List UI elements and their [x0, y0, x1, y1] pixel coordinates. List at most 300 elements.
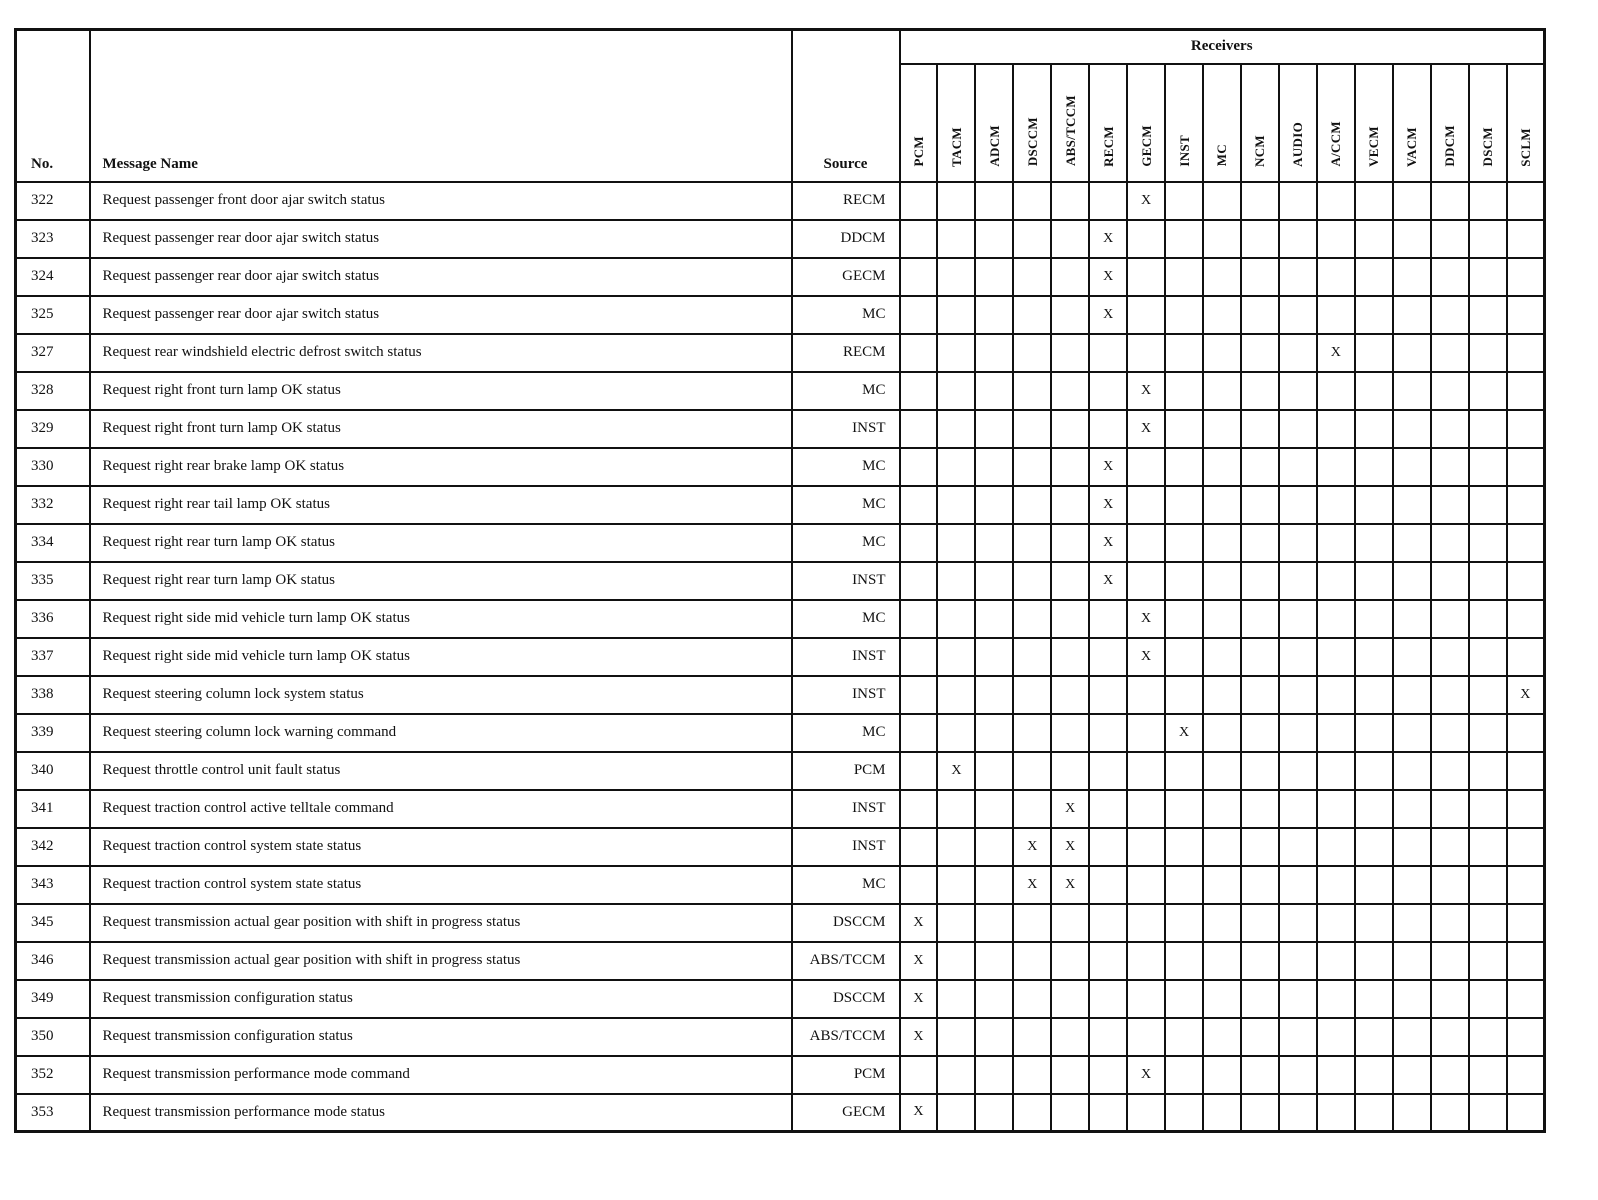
receiver-empty-cell-vecm — [1355, 752, 1393, 790]
receiver-empty-cell-pcm — [900, 828, 938, 866]
receiver-empty-cell-ddcm — [1431, 942, 1469, 980]
message-name: Request right rear turn lamp OK status — [90, 562, 792, 600]
receiver-empty-cell-a-ccm — [1317, 752, 1355, 790]
receiver-empty-cell-tacm — [937, 1056, 975, 1094]
receiver-empty-cell-ddcm — [1431, 1018, 1469, 1056]
receiver-empty-cell-audio — [1279, 676, 1317, 714]
receiver-empty-cell-vecm — [1355, 866, 1393, 904]
receiver-empty-cell-gecm — [1127, 296, 1165, 334]
receiver-empty-cell-sclm — [1507, 828, 1545, 866]
receiver-empty-cell-ddcm — [1431, 866, 1469, 904]
receiver-empty-cell-recm — [1089, 904, 1127, 942]
message-source: GECM — [792, 1094, 900, 1132]
receiver-empty-cell-recm — [1089, 828, 1127, 866]
receiver-empty-cell-tacm — [937, 220, 975, 258]
receiver-empty-cell-abs-tccm — [1051, 258, 1089, 296]
receiver-empty-cell-dscm — [1469, 258, 1507, 296]
receiver-empty-cell-vacm — [1393, 448, 1431, 486]
receiver-empty-cell-adcm — [975, 334, 1013, 372]
receiver-empty-cell-inst — [1165, 296, 1203, 334]
receiver-empty-cell-sclm — [1507, 372, 1545, 410]
receiver-empty-cell-mc — [1203, 296, 1241, 334]
receiver-column-header-sclm — [1507, 64, 1545, 182]
receiver-empty-cell-abs-tccm — [1051, 600, 1089, 638]
message-source: INST — [792, 828, 900, 866]
receiver-empty-cell-vacm — [1393, 828, 1431, 866]
receiver-empty-cell-ncm — [1241, 790, 1279, 828]
receiver-empty-cell-tacm — [937, 524, 975, 562]
receiver-empty-cell-gecm — [1127, 942, 1165, 980]
receiver-empty-cell-dscm — [1469, 448, 1507, 486]
receiver-empty-cell-vecm — [1355, 1018, 1393, 1056]
receiver-column-label: ADCM — [986, 124, 1002, 167]
receiver-empty-cell-sclm — [1507, 866, 1545, 904]
receiver-x-mark-cell-recm: X — [1089, 258, 1127, 296]
message-source: MC — [792, 448, 900, 486]
receiver-empty-cell-audio — [1279, 220, 1317, 258]
receiver-empty-cell-dscm — [1469, 790, 1507, 828]
receiver-empty-cell-dsccm — [1013, 676, 1051, 714]
receiver-empty-cell-gecm — [1127, 828, 1165, 866]
receiver-empty-cell-pcm — [900, 334, 938, 372]
receiver-empty-cell-vecm — [1355, 790, 1393, 828]
receiver-empty-cell-adcm — [975, 296, 1013, 334]
receiver-empty-cell-pcm — [900, 638, 938, 676]
receiver-empty-cell-a-ccm — [1317, 1056, 1355, 1094]
receiver-empty-cell-mc — [1203, 258, 1241, 296]
receiver-empty-cell-mc — [1203, 904, 1241, 942]
receiver-empty-cell-mc — [1203, 980, 1241, 1018]
receiver-empty-cell-vacm — [1393, 486, 1431, 524]
receiver-empty-cell-mc — [1203, 828, 1241, 866]
table-row-322 — [16, 182, 1545, 220]
receiver-empty-cell-recm — [1089, 1056, 1127, 1094]
receiver-empty-cell-pcm — [900, 714, 938, 752]
receiver-empty-cell-a-ccm — [1317, 486, 1355, 524]
receiver-empty-cell-abs-tccm — [1051, 182, 1089, 220]
table-row-340 — [16, 752, 1545, 790]
receiver-empty-cell-vacm — [1393, 600, 1431, 638]
receiver-empty-cell-gecm — [1127, 676, 1165, 714]
receiver-column-header-adcm — [975, 64, 1013, 182]
receiver-empty-cell-dsccm — [1013, 942, 1051, 980]
receiver-empty-cell-vacm — [1393, 866, 1431, 904]
receiver-empty-cell-recm — [1089, 372, 1127, 410]
receiver-column-header-dscm — [1469, 64, 1507, 182]
message-source: MC — [792, 524, 900, 562]
receiver-empty-cell-dscm — [1469, 828, 1507, 866]
receiver-empty-cell-vecm — [1355, 486, 1393, 524]
receiver-empty-cell-vecm — [1355, 182, 1393, 220]
receiver-empty-cell-audio — [1279, 1094, 1317, 1132]
receiver-empty-cell-ddcm — [1431, 220, 1469, 258]
receiver-empty-cell-dsccm — [1013, 296, 1051, 334]
receiver-empty-cell-recm — [1089, 600, 1127, 638]
receiver-empty-cell-vacm — [1393, 942, 1431, 980]
receiver-empty-cell-sclm — [1507, 1094, 1545, 1132]
receiver-empty-cell-sclm — [1507, 1056, 1545, 1094]
message-source: INST — [792, 410, 900, 448]
receiver-empty-cell-audio — [1279, 942, 1317, 980]
message-source: MC — [792, 372, 900, 410]
receiver-empty-cell-adcm — [975, 448, 1013, 486]
receiver-empty-cell-ncm — [1241, 182, 1279, 220]
receiver-empty-cell-dsccm — [1013, 904, 1051, 942]
receiver-empty-cell-ddcm — [1431, 600, 1469, 638]
message-number: 328 — [16, 372, 90, 410]
receiver-empty-cell-gecm — [1127, 714, 1165, 752]
receiver-empty-cell-sclm — [1507, 714, 1545, 752]
receiver-x-mark-cell-sclm: X — [1507, 676, 1545, 714]
receiver-empty-cell-a-ccm — [1317, 714, 1355, 752]
table-row-350 — [16, 1018, 1545, 1056]
receiver-empty-cell-ncm — [1241, 714, 1279, 752]
message-number: 341 — [16, 790, 90, 828]
receiver-empty-cell-dscm — [1469, 638, 1507, 676]
receiver-empty-cell-tacm — [937, 562, 975, 600]
table-row-343 — [16, 866, 1545, 904]
receiver-empty-cell-audio — [1279, 258, 1317, 296]
receiver-empty-cell-ncm — [1241, 942, 1279, 980]
receiver-empty-cell-ncm — [1241, 524, 1279, 562]
receiver-empty-cell-dsccm — [1013, 448, 1051, 486]
receiver-empty-cell-adcm — [975, 1018, 1013, 1056]
receiver-empty-cell-sclm — [1507, 410, 1545, 448]
receiver-empty-cell-abs-tccm — [1051, 1018, 1089, 1056]
message-number: 324 — [16, 258, 90, 296]
receiver-empty-cell-vacm — [1393, 1018, 1431, 1056]
receiver-empty-cell-mc — [1203, 524, 1241, 562]
receiver-empty-cell-gecm — [1127, 790, 1165, 828]
receiver-empty-cell-tacm — [937, 980, 975, 1018]
receiver-empty-cell-audio — [1279, 904, 1317, 942]
column-header-no: No. — [16, 30, 90, 182]
receiver-empty-cell-a-ccm — [1317, 942, 1355, 980]
receiver-empty-cell-recm — [1089, 676, 1127, 714]
receiver-x-mark-cell-gecm: X — [1127, 182, 1165, 220]
receiver-empty-cell-vecm — [1355, 296, 1393, 334]
receiver-empty-cell-ddcm — [1431, 638, 1469, 676]
message-number: 330 — [16, 448, 90, 486]
receiver-empty-cell-audio — [1279, 790, 1317, 828]
receiver-empty-cell-a-ccm — [1317, 524, 1355, 562]
receiver-x-mark-cell-gecm: X — [1127, 638, 1165, 676]
receiver-empty-cell-inst — [1165, 866, 1203, 904]
receiver-empty-cell-gecm — [1127, 980, 1165, 1018]
receiver-empty-cell-mc — [1203, 752, 1241, 790]
receiver-empty-cell-dscm — [1469, 714, 1507, 752]
receiver-empty-cell-gecm — [1127, 562, 1165, 600]
receiver-empty-cell-dscm — [1469, 1018, 1507, 1056]
message-name: Request transmission performance mode command — [90, 1056, 792, 1094]
receiver-empty-cell-dsccm — [1013, 714, 1051, 752]
receiver-x-mark-cell-recm: X — [1089, 486, 1127, 524]
receiver-empty-cell-vacm — [1393, 904, 1431, 942]
receiver-x-mark-cell-pcm: X — [900, 904, 938, 942]
receiver-x-mark-cell-recm: X — [1089, 296, 1127, 334]
receiver-empty-cell-adcm — [975, 752, 1013, 790]
receiver-empty-cell-gecm — [1127, 486, 1165, 524]
receiver-empty-cell-dsccm — [1013, 980, 1051, 1018]
receiver-empty-cell-tacm — [937, 258, 975, 296]
receiver-empty-cell-tacm — [937, 942, 975, 980]
message-number: 338 — [16, 676, 90, 714]
receiver-empty-cell-a-ccm — [1317, 980, 1355, 1018]
receiver-empty-cell-vecm — [1355, 410, 1393, 448]
receiver-empty-cell-ddcm — [1431, 258, 1469, 296]
table-row-338 — [16, 676, 1545, 714]
receiver-x-mark-cell-a-ccm: X — [1317, 334, 1355, 372]
receiver-empty-cell-sclm — [1507, 980, 1545, 1018]
receiver-empty-cell-inst — [1165, 372, 1203, 410]
message-name: Request right rear tail lamp OK status — [90, 486, 792, 524]
receiver-empty-cell-inst — [1165, 182, 1203, 220]
message-name: Request steering column lock warning command — [90, 714, 792, 752]
receiver-empty-cell-audio — [1279, 372, 1317, 410]
receiver-empty-cell-ncm — [1241, 372, 1279, 410]
receiver-empty-cell-dscm — [1469, 752, 1507, 790]
receiver-empty-cell-abs-tccm — [1051, 372, 1089, 410]
receiver-empty-cell-ncm — [1241, 638, 1279, 676]
table-row-334 — [16, 524, 1545, 562]
receiver-empty-cell-abs-tccm — [1051, 334, 1089, 372]
receiver-empty-cell-audio — [1279, 752, 1317, 790]
receiver-empty-cell-pcm — [900, 182, 938, 220]
receiver-empty-cell-vacm — [1393, 562, 1431, 600]
message-source: INST — [792, 562, 900, 600]
receiver-empty-cell-recm — [1089, 790, 1127, 828]
receiver-empty-cell-vecm — [1355, 980, 1393, 1018]
receiver-empty-cell-adcm — [975, 676, 1013, 714]
receiver-empty-cell-dsccm — [1013, 410, 1051, 448]
receiver-column-header-ddcm — [1431, 64, 1469, 182]
table-row-325 — [16, 296, 1545, 334]
receiver-empty-cell-ddcm — [1431, 562, 1469, 600]
receiver-empty-cell-ncm — [1241, 448, 1279, 486]
receiver-empty-cell-dscm — [1469, 334, 1507, 372]
message-number: 336 — [16, 600, 90, 638]
message-source: PCM — [792, 1056, 900, 1094]
receiver-empty-cell-adcm — [975, 866, 1013, 904]
receiver-empty-cell-dscm — [1469, 600, 1507, 638]
receiver-empty-cell-tacm — [937, 866, 975, 904]
receiver-empty-cell-ddcm — [1431, 752, 1469, 790]
receiver-empty-cell-inst — [1165, 600, 1203, 638]
message-number: 322 — [16, 182, 90, 220]
receiver-empty-cell-audio — [1279, 828, 1317, 866]
receiver-empty-cell-pcm — [900, 448, 938, 486]
receiver-empty-cell-adcm — [975, 904, 1013, 942]
receiver-column-header-a-ccm — [1317, 64, 1355, 182]
receiver-empty-cell-tacm — [937, 714, 975, 752]
receiver-empty-cell-ncm — [1241, 258, 1279, 296]
receiver-empty-cell-dscm — [1469, 676, 1507, 714]
message-name: Request transmission actual gear position with shift in progress status — [90, 942, 792, 980]
receiver-empty-cell-ncm — [1241, 334, 1279, 372]
receiver-empty-cell-vecm — [1355, 372, 1393, 410]
receiver-empty-cell-dscm — [1469, 524, 1507, 562]
receiver-x-mark-cell-pcm: X — [900, 1018, 938, 1056]
receiver-empty-cell-dsccm — [1013, 752, 1051, 790]
receiver-empty-cell-sclm — [1507, 638, 1545, 676]
header-row-top — [16, 30, 1545, 64]
receiver-empty-cell-dscm — [1469, 486, 1507, 524]
receiver-empty-cell-dscm — [1469, 410, 1507, 448]
receiver-empty-cell-adcm — [975, 372, 1013, 410]
receiver-x-mark-cell-abs-tccm: X — [1051, 828, 1089, 866]
receiver-empty-cell-ddcm — [1431, 980, 1469, 1018]
receiver-empty-cell-sclm — [1507, 524, 1545, 562]
table-row-335 — [16, 562, 1545, 600]
receiver-empty-cell-inst — [1165, 220, 1203, 258]
receiver-empty-cell-a-ccm — [1317, 182, 1355, 220]
message-name: Request throttle control unit fault status — [90, 752, 792, 790]
receiver-empty-cell-mc — [1203, 448, 1241, 486]
message-name: Request passenger front door ajar switch status — [90, 182, 792, 220]
receiver-empty-cell-mc — [1203, 942, 1241, 980]
receiver-empty-cell-dscm — [1469, 866, 1507, 904]
receiver-empty-cell-inst — [1165, 638, 1203, 676]
receiver-empty-cell-mc — [1203, 638, 1241, 676]
table-row-323 — [16, 220, 1545, 258]
receiver-empty-cell-sclm — [1507, 904, 1545, 942]
receiver-empty-cell-abs-tccm — [1051, 904, 1089, 942]
receiver-empty-cell-audio — [1279, 524, 1317, 562]
receiver-column-header-gecm — [1127, 64, 1165, 182]
table-row-341 — [16, 790, 1545, 828]
receiver-empty-cell-recm — [1089, 866, 1127, 904]
message-source: MC — [792, 600, 900, 638]
receiver-empty-cell-inst — [1165, 904, 1203, 942]
receiver-empty-cell-ddcm — [1431, 828, 1469, 866]
receiver-empty-cell-ddcm — [1431, 676, 1469, 714]
message-number: 334 — [16, 524, 90, 562]
receiver-column-header-vacm — [1393, 64, 1431, 182]
receiver-empty-cell-mc — [1203, 182, 1241, 220]
receiver-column-header-abs-tccm — [1051, 64, 1089, 182]
receiver-empty-cell-inst — [1165, 676, 1203, 714]
receiver-empty-cell-audio — [1279, 866, 1317, 904]
receiver-empty-cell-ncm — [1241, 600, 1279, 638]
receiver-empty-cell-pcm — [900, 220, 938, 258]
receiver-empty-cell-vacm — [1393, 638, 1431, 676]
receiver-column-label: ABS/TCCM — [1062, 95, 1078, 167]
message-number: 327 — [16, 334, 90, 372]
message-name: Request right side mid vehicle turn lamp OK status — [90, 600, 792, 638]
receiver-empty-cell-vecm — [1355, 904, 1393, 942]
receiver-empty-cell-inst — [1165, 1056, 1203, 1094]
receiver-column-label: INST — [1176, 134, 1192, 167]
message-source: INST — [792, 676, 900, 714]
receiver-empty-cell-adcm — [975, 638, 1013, 676]
receiver-empty-cell-abs-tccm — [1051, 562, 1089, 600]
receiver-x-mark-cell-tacm: X — [937, 752, 975, 790]
receiver-empty-cell-vecm — [1355, 942, 1393, 980]
receiver-x-mark-cell-gecm: X — [1127, 1056, 1165, 1094]
receiver-empty-cell-ncm — [1241, 1056, 1279, 1094]
receiver-empty-cell-a-ccm — [1317, 600, 1355, 638]
receiver-empty-cell-vecm — [1355, 1094, 1393, 1132]
receiver-column-label: DSCCM — [1024, 117, 1040, 167]
receiver-empty-cell-abs-tccm — [1051, 676, 1089, 714]
receiver-empty-cell-abs-tccm — [1051, 1094, 1089, 1132]
receiver-empty-cell-abs-tccm — [1051, 486, 1089, 524]
receiver-empty-cell-abs-tccm — [1051, 448, 1089, 486]
receiver-empty-cell-ncm — [1241, 486, 1279, 524]
receiver-column-label: DDCM — [1442, 124, 1458, 167]
message-number: 353 — [16, 1094, 90, 1132]
receiver-empty-cell-ddcm — [1431, 486, 1469, 524]
receiver-empty-cell-sclm — [1507, 258, 1545, 296]
receiver-empty-cell-tacm — [937, 448, 975, 486]
receiver-empty-cell-vecm — [1355, 638, 1393, 676]
receiver-empty-cell-mc — [1203, 1018, 1241, 1056]
receiver-empty-cell-dsccm — [1013, 638, 1051, 676]
receiver-empty-cell-vecm — [1355, 448, 1393, 486]
column-header-receivers-group: Receivers — [900, 30, 1545, 64]
receiver-empty-cell-dsccm — [1013, 1018, 1051, 1056]
column-header-source: Source — [792, 30, 900, 182]
receiver-column-label: RECM — [1100, 125, 1116, 167]
receiver-x-mark-cell-recm: X — [1089, 562, 1127, 600]
table-row-329 — [16, 410, 1545, 448]
receiver-empty-cell-vacm — [1393, 714, 1431, 752]
receiver-column-header-dsccm — [1013, 64, 1051, 182]
message-source: DDCM — [792, 220, 900, 258]
receiver-empty-cell-tacm — [937, 296, 975, 334]
receiver-empty-cell-inst — [1165, 410, 1203, 448]
receiver-empty-cell-gecm — [1127, 220, 1165, 258]
receiver-empty-cell-gecm — [1127, 904, 1165, 942]
receiver-empty-cell-vacm — [1393, 980, 1431, 1018]
receiver-empty-cell-inst — [1165, 752, 1203, 790]
receiver-column-label: GECM — [1138, 124, 1154, 167]
receiver-empty-cell-tacm — [937, 410, 975, 448]
receiver-column-header-vecm — [1355, 64, 1393, 182]
message-number: 349 — [16, 980, 90, 1018]
receiver-empty-cell-adcm — [975, 942, 1013, 980]
receiver-empty-cell-a-ccm — [1317, 638, 1355, 676]
receiver-empty-cell-vacm — [1393, 296, 1431, 334]
receiver-empty-cell-vacm — [1393, 258, 1431, 296]
receiver-empty-cell-ncm — [1241, 296, 1279, 334]
receiver-empty-cell-mc — [1203, 790, 1241, 828]
receiver-empty-cell-ddcm — [1431, 1094, 1469, 1132]
receiver-empty-cell-gecm — [1127, 258, 1165, 296]
table-header — [16, 30, 1545, 182]
receiver-empty-cell-pcm — [900, 410, 938, 448]
receiver-empty-cell-sclm — [1507, 1018, 1545, 1056]
receiver-column-header-recm — [1089, 64, 1127, 182]
receiver-empty-cell-abs-tccm — [1051, 410, 1089, 448]
receiver-empty-cell-tacm — [937, 828, 975, 866]
receiver-empty-cell-gecm — [1127, 866, 1165, 904]
receiver-empty-cell-mc — [1203, 486, 1241, 524]
message-number: 350 — [16, 1018, 90, 1056]
receiver-empty-cell-abs-tccm — [1051, 296, 1089, 334]
receiver-empty-cell-tacm — [937, 486, 975, 524]
receiver-empty-cell-adcm — [975, 220, 1013, 258]
receiver-empty-cell-a-ccm — [1317, 220, 1355, 258]
receiver-empty-cell-inst — [1165, 448, 1203, 486]
receiver-empty-cell-inst — [1165, 980, 1203, 1018]
receiver-empty-cell-ddcm — [1431, 904, 1469, 942]
receiver-empty-cell-ncm — [1241, 1094, 1279, 1132]
receiver-empty-cell-pcm — [900, 258, 938, 296]
receiver-empty-cell-a-ccm — [1317, 790, 1355, 828]
receiver-empty-cell-inst — [1165, 942, 1203, 980]
receiver-empty-cell-gecm — [1127, 752, 1165, 790]
